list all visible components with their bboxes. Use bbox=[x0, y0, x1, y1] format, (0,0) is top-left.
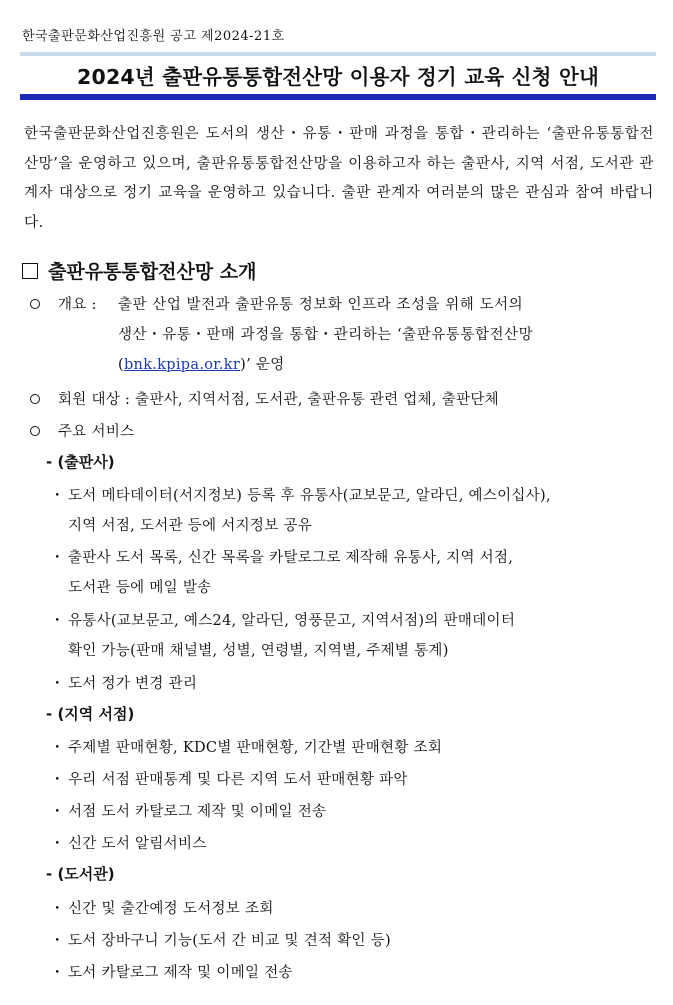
publishers-service-3-line-2: 확인 가능(판매 채널별, 성별, 연령별, 지역별, 주제별 통계) bbox=[68, 643, 449, 659]
overview-bullet-icon bbox=[30, 297, 40, 313]
bullet-dot: ・ bbox=[50, 965, 65, 981]
libraries-service-1: 신간 및 출간예정 도서정보 조회 bbox=[68, 901, 274, 917]
publishers-heading: - (출판사) bbox=[46, 453, 115, 471]
bullet-dot: ・ bbox=[50, 804, 65, 820]
title-banner bbox=[20, 52, 656, 100]
bookstores-heading: - (지역 서점) bbox=[46, 705, 135, 723]
libraries-service-2: 도서 장바구니 기능(도서 간 비교 및 견적 확인 등) bbox=[68, 933, 392, 949]
section-heading-text: 출판유통통합전산망 소개 bbox=[48, 261, 257, 283]
libraries-heading: - (도서관) bbox=[46, 865, 115, 883]
bookstores-service-3: 서점 도서 카탈로그 제작 및 이메일 전송 bbox=[68, 804, 327, 820]
bullet-dot: ・ bbox=[50, 772, 65, 788]
bullet-dot: ・ bbox=[50, 933, 65, 949]
title-bottom-rule bbox=[20, 94, 656, 100]
overview-line-2: 생산・유통・판매 과정을 통합・관리하는 ‘출판유통통합전산망 bbox=[118, 327, 534, 343]
overview-label: 개요 : bbox=[58, 297, 97, 313]
kpipa-link[interactable]: bnk.kpipa.or.kr bbox=[123, 357, 241, 373]
publishers-service-2-line-1: 출판사 도서 목록, 신간 목록을 카탈로그로 제작해 유통사, 지역 서점, bbox=[68, 550, 514, 566]
publishers-service-1-line-1: 도서 메타데이터(서지정보) 등록 후 유통사(교보문고, 알라딘, 예스이십사), bbox=[68, 488, 551, 504]
section-heading bbox=[22, 257, 257, 284]
page-title: 2024년 출판유통통합전산망 이용자 정기 교육 신청 안내 bbox=[77, 65, 599, 89]
libraries-service-3: 도서 카탈로그 제작 및 이메일 전송 bbox=[68, 965, 293, 981]
overview-paren-open: ( bbox=[118, 357, 124, 373]
bullet-dot: ・ bbox=[50, 676, 65, 692]
bullet-dot: ・ bbox=[50, 901, 65, 917]
bullet-dot: ・ bbox=[50, 550, 65, 566]
overview-line-3 bbox=[118, 353, 285, 374]
services-label: 주요 서비스 bbox=[58, 424, 135, 440]
services-bullet-icon bbox=[30, 424, 40, 440]
square-bullet-icon bbox=[22, 263, 38, 279]
publishers-service-1-line-2: 지역 서점, 도서관 등에 서지정보 공유 bbox=[68, 518, 313, 534]
title-top-rule bbox=[20, 52, 656, 56]
bookstores-service-2: 우리 서점 판매통계 및 다른 지역 도서 판매현황 파악 bbox=[68, 772, 408, 788]
publishers-service-4: 도서 정가 변경 관리 bbox=[68, 676, 198, 692]
bullet-dot: ・ bbox=[50, 613, 65, 629]
members-target: 회원 대상 : 출판사, 지역서점, 도서관, 출판유통 관련 업체, 출판단체 bbox=[58, 392, 499, 408]
bullet-dot: ・ bbox=[50, 836, 65, 852]
bookstores-service-1: 주제별 판매현황, KDC별 판매현황, 기간별 판매현황 조회 bbox=[68, 740, 443, 756]
publishers-service-3-line-1: 유통사(교보문고, 예스24, 알라딘, 영풍문고, 지역서점)의 판매데이터 bbox=[68, 613, 516, 629]
bullet-dot: ・ bbox=[50, 740, 65, 756]
notice-number: 한국출판문화산업진흥원 공고 제2024-21호 bbox=[22, 29, 285, 44]
overview-paren-close: )’ 운영 bbox=[240, 357, 285, 373]
bullet-dot: ・ bbox=[50, 488, 65, 504]
members-bullet-icon bbox=[30, 392, 40, 408]
publishers-service-2-line-2: 도서관 등에 메일 발송 bbox=[68, 580, 212, 596]
overview-line-1: 출판 산업 발전과 출판유통 정보화 인프라 조성을 위해 도서의 bbox=[118, 297, 524, 313]
bookstores-service-4: 신간 도서 알림서비스 bbox=[68, 836, 207, 852]
intro-paragraph: 한국출판문화산업진흥원은 도서의 생산・유통・판매 과정을 통합・관리하는 ‘출판유통통합전산망’을 운영하고 있으며, 출판유통통합전산망을 이용하고자 하는 출판사, 지역 서점, 도서관 관계자 대상으로 정기 교육을 운영하고 있습니다. 출판 관계자 여러분의 많은 관심과 참여 바랍니다. bbox=[24, 126, 654, 231]
